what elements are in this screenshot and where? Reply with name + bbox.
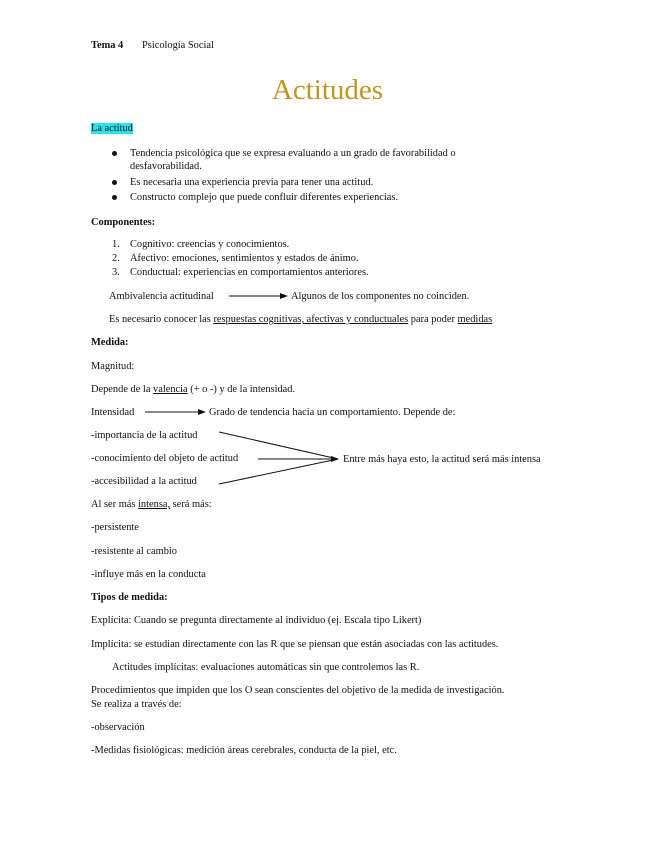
connector-line-top <box>219 432 338 459</box>
connector-line-bottom <box>219 459 338 484</box>
procedimientos-text-2: Se realiza a través de: <box>91 699 182 710</box>
bullet-text-2: Es necesaria una experiencia previa para tener una actitud. <box>130 177 374 188</box>
header-subject: Psicología Social <box>142 40 214 51</box>
section-heading-tipos: Tipos de medida: <box>91 592 168 603</box>
page-title: Actitudes <box>271 74 384 106</box>
effect-persistente: -persistente <box>91 522 139 533</box>
actitudes-implicitas-text: Actitudes implícitas: evaluaciones automáticas sin que controlemos las R. <box>112 662 420 673</box>
procedimientos-text: Procedimientos que impiden que los O sean conscientes del objetivo de la medida de investigación. <box>91 685 505 696</box>
al-ser-underlined: intensa, <box>138 499 171 510</box>
list-number: 3. <box>112 267 120 278</box>
factors-result: Entre más haya esto, la actitud será más intensa <box>343 454 541 465</box>
ambivalencia-label: Ambivalencia actitudinal <box>109 291 214 302</box>
list-item-conductual: Conductual: experiencias en comportamientos anteriores. <box>130 267 369 278</box>
magnitud-label: Magnitud: <box>91 361 135 372</box>
implicita-text: Implícita: se estudian directamente con las R que se piensan que están asociadas con las actitudes. <box>91 639 499 650</box>
section-heading-medida: Medida: <box>91 337 129 348</box>
ambivalencia-definition: Algunos de los componentes no coinciden. <box>291 291 470 302</box>
method-fisiologicas: -Medidas fisiológicas: medición áreas cerebrales, conducta de la piel, etc. <box>91 745 397 756</box>
effect-influye: -influye más en la conducta <box>91 569 206 580</box>
intensidad-definition: Grado de tendencia hacia un comportamiento. Depende de: <box>209 407 456 418</box>
list-number: 1. <box>112 239 120 250</box>
list-item-cognitivo: Cognitivo: creencias y conocimientos. <box>130 239 290 250</box>
factor-importancia: -importancia de la actitud <box>91 430 198 441</box>
depende-text: Depende de la <box>91 384 154 395</box>
bullet-text-1-cont: desfavorabilidad. <box>130 161 202 172</box>
necesario-underlined-2: medidas <box>457 314 493 325</box>
method-observacion: -observación <box>91 722 145 733</box>
intensidad-label: Intensidad <box>91 407 135 418</box>
al-ser-text-post: será más: <box>170 499 212 510</box>
bullet-text-3: Constructo complejo que puede confluir diferentes experiencias. <box>130 192 399 203</box>
al-ser-text: Al ser más <box>91 499 139 510</box>
effect-resistente: -resistente al cambio <box>91 546 177 557</box>
header-topic: Tema 4 <box>91 40 124 51</box>
highlighted-heading: La actitud <box>91 123 133 134</box>
necesario-underlined: respuestas cognitivas, afectivas y conductuales <box>213 314 409 325</box>
list-number: 2. <box>112 253 120 264</box>
depende-text-post: (+ o -) y de la intensidad. <box>187 384 296 395</box>
factor-conocimiento: -conocimiento del objeto de actitud <box>91 453 239 464</box>
explicita-text: Explícita: Cuando se pregunta directamente al individuo (ej. Escala tipo Likert) <box>91 615 422 626</box>
section-heading-componentes: Componentes: <box>91 217 156 228</box>
factor-accesibilidad: -accesibilidad a la actitud <box>91 476 197 487</box>
bullet-text-1: Tendencia psicológica que se expresa evaluando a un grado de favorabilidad o <box>130 148 456 159</box>
depende-underlined: valencia <box>153 384 188 395</box>
list-item-afectivo: Afectivo: emociones, sentimientos y estados de ánimo. <box>130 253 359 264</box>
necesario-text-mid: para poder <box>408 314 458 325</box>
necesario-text: Es necesario conocer las <box>109 314 214 325</box>
